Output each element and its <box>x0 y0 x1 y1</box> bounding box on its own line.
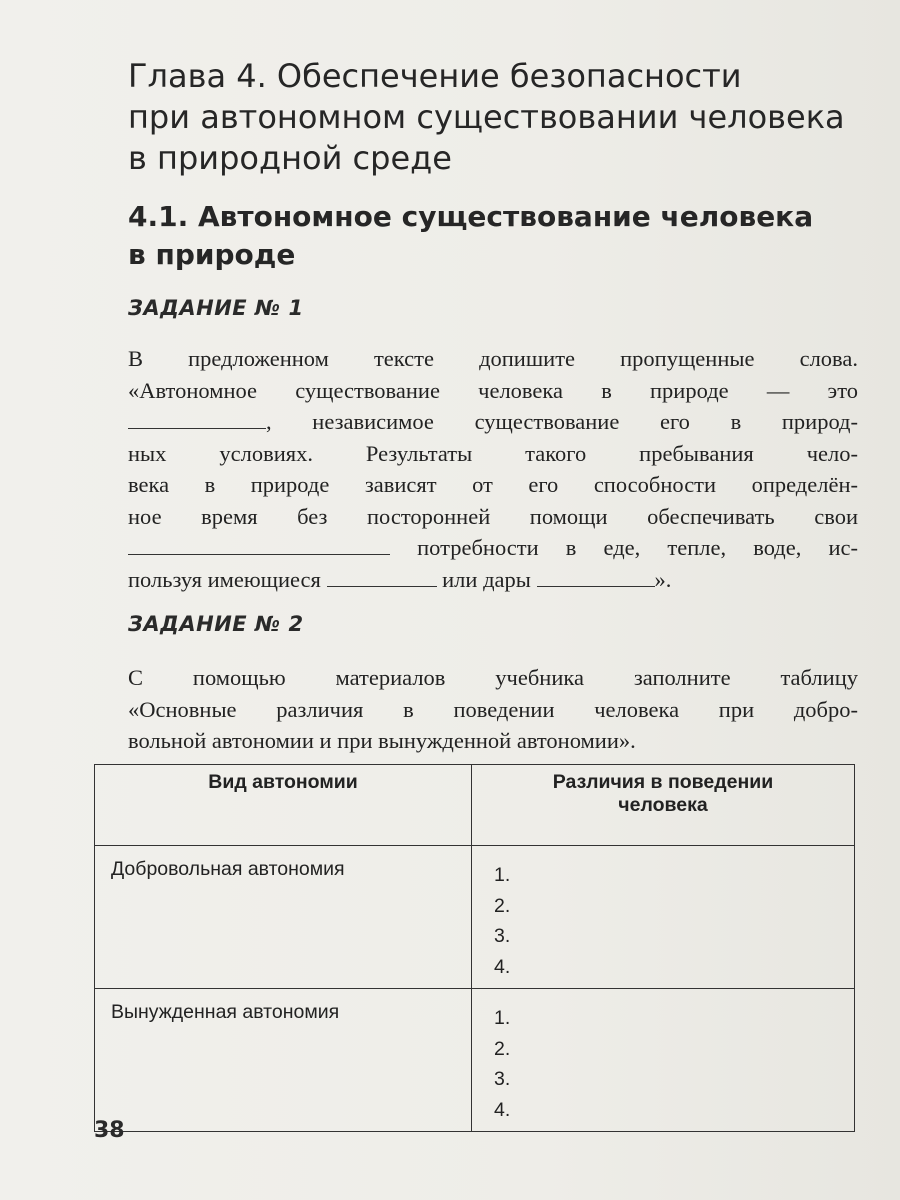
table-row <box>95 846 855 989</box>
blank-line[interactable] <box>537 585 655 587</box>
autonomy-table <box>94 764 855 1132</box>
autonomy-kind-cell: Добровольная автономия <box>95 846 472 989</box>
header-autonomy-type: Вид автономии <box>95 765 472 846</box>
page-number: 38 <box>94 1118 125 1143</box>
list-item: 1. <box>494 1007 511 1029</box>
behavior-items-cell[interactable] <box>472 846 855 989</box>
header-line: Различия в поведении <box>552 771 774 793</box>
list-item: 2. <box>494 1037 511 1060</box>
blank-line[interactable] <box>327 585 437 587</box>
task-2-text <box>128 662 858 757</box>
list-item: 2. <box>494 894 511 917</box>
chapter-title <box>128 56 868 179</box>
task-1-line <box>128 406 858 438</box>
task-1-fragment: , независимое существование его в природ- <box>266 409 858 434</box>
task-1-fragment: пользуя имеющиеся <box>128 566 321 592</box>
blank-line[interactable] <box>128 427 266 429</box>
list-item: 3. <box>494 925 511 947</box>
task-2-line: «Основные различия в поведении человека при добро- <box>128 696 858 722</box>
task-1-fragment: ». <box>654 566 672 592</box>
task-1-heading: ЗАДАНИЕ № 1 <box>128 296 304 320</box>
list-item: 4. <box>494 955 511 978</box>
list-item: 1. <box>494 864 511 886</box>
task-1-line: ных условиях. Результаты такого пребывания чело- <box>128 440 858 466</box>
chapter-title-line: при автономном существовании человека <box>128 98 845 136</box>
task-2-heading: ЗАДАНИЕ № 2 <box>128 612 304 636</box>
task-2-line: С помощью материалов учебника заполните таблицу <box>128 665 858 690</box>
task-1-fragment: потребности в еде, тепле, воде, ис- <box>417 535 859 560</box>
list-item: 3. <box>494 1068 511 1090</box>
blank-line[interactable] <box>128 553 390 555</box>
header-behavior-differences <box>472 765 855 846</box>
task-1-line: века в природе зависят от его способности определён- <box>128 472 858 497</box>
behavior-items-cell[interactable] <box>472 989 855 1132</box>
chapter-title-line: Глава 4. Обеспечение безопасности <box>128 57 742 95</box>
task-1-line <box>128 532 858 564</box>
task-1-line <box>128 564 858 596</box>
task-1-line: ное время без посторонней помощи обеспечивать свои <box>128 503 858 529</box>
table-header-row <box>95 765 855 846</box>
task-1-fragment: или дары <box>442 566 531 592</box>
autonomy-kind-cell: Вынужденная автономия <box>95 989 472 1132</box>
header-line: человека <box>618 794 708 816</box>
task-1-line: В предложенном тексте допишите пропущенные слова. <box>128 346 858 371</box>
chapter-title-line: в природной среде <box>128 139 452 177</box>
task-2-line: вольной автономии и при вынужденной автономии». <box>128 728 636 753</box>
table-row <box>95 989 855 1132</box>
section-title-line: в природе <box>128 238 296 271</box>
list-item: 4. <box>494 1098 511 1121</box>
section-title-line: 4.1. Автономное существование человека <box>128 200 814 233</box>
task-1-line: «Автономное существование человека в природе — это <box>128 377 858 403</box>
section-title <box>128 198 848 274</box>
task-1-text <box>128 343 858 595</box>
